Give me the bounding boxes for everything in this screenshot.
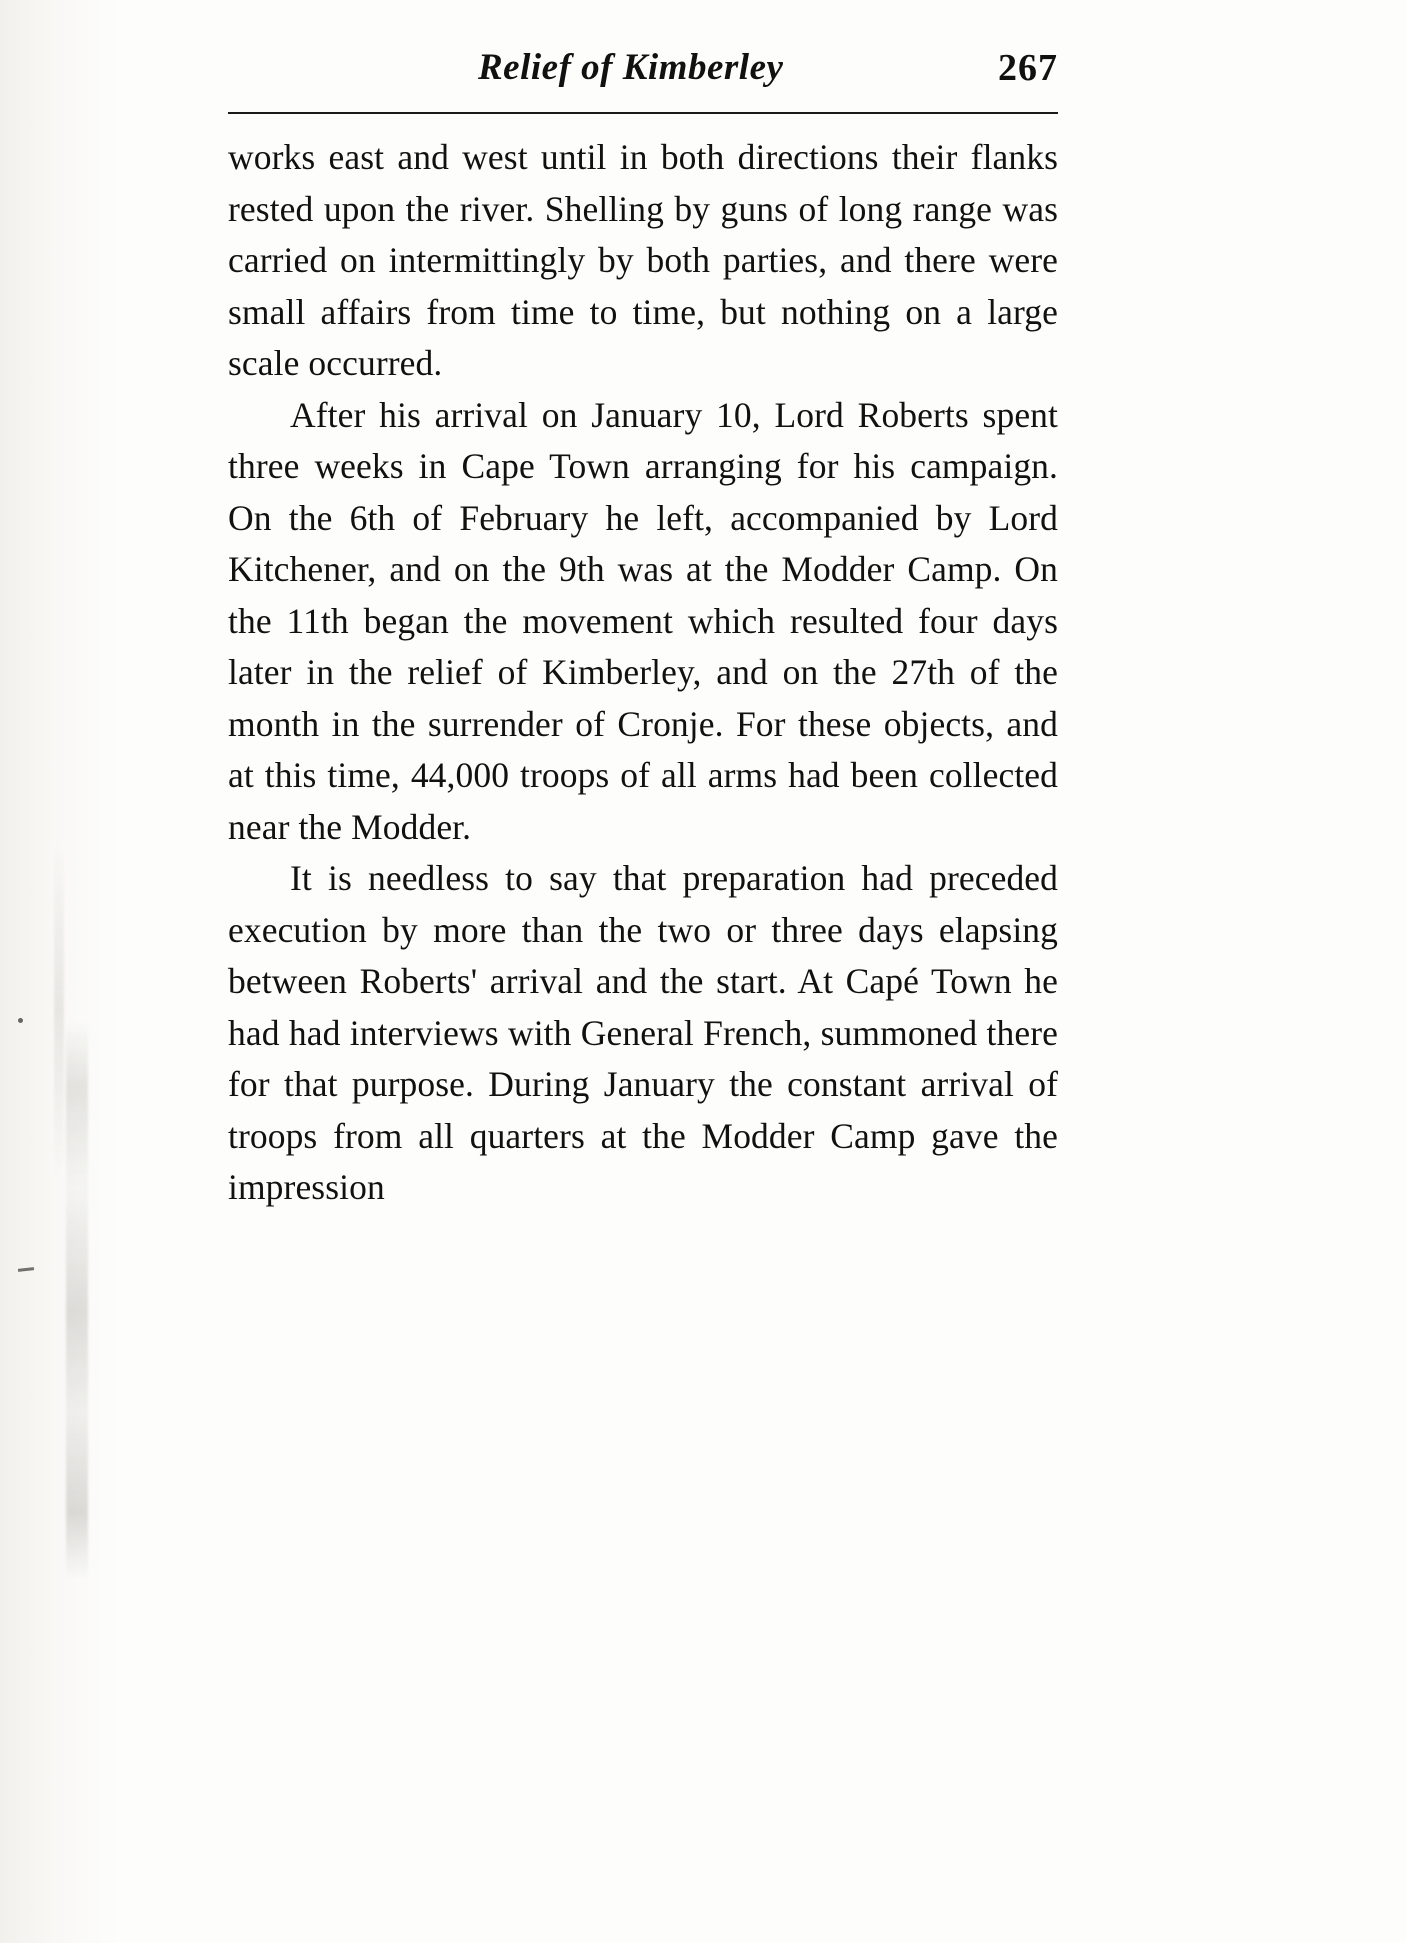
page-number: 267 — [998, 47, 1058, 89]
body-text — [228, 132, 1058, 1265]
page-header — [228, 40, 1058, 110]
page-content — [228, 40, 1058, 1207]
paragraph-roberts-arrival: After his arrival on January 10, Lord Roberts spent three weeks in Cape Town arranging for his campaign. On the 6th of February he left, accompanied by Lord Kitchener, and on the 9th was at the Modder Camp. On the 11th began the movement which resulted four days later in the relief of Kimberley, and on the 27th of the month in the surrender of Cronje. For these objects, and at this time, 44,000 troops of all arms had been collected near the Modder. — [228, 394, 1058, 847]
paragraph-preparation: It is needless to say that preparation had preceded execution by more than the two or three days elapsing between Roberts' arrival and the start. At Capé Town he had had interviews with General French, summoned there for that purpose. During January the constant arrival of troops from all quarters at the Modder Camp gave the impression — [228, 858, 1058, 1207]
running-head-title: Relief of Kimberley — [478, 47, 784, 88]
header-rule — [228, 112, 1058, 114]
scan-artifact-margin-secondary — [54, 840, 64, 1180]
scan-artifact-margin — [66, 1020, 88, 1580]
paragraph-continued: works east and west until in both directions their flanks rested upon the river. Shelling by guns of long range was carried on intermittingly by both parties, and there were small affairs from time to time, but nothing on a large scale occurred. — [228, 137, 1058, 383]
scan-speck-dot — [18, 1018, 23, 1023]
